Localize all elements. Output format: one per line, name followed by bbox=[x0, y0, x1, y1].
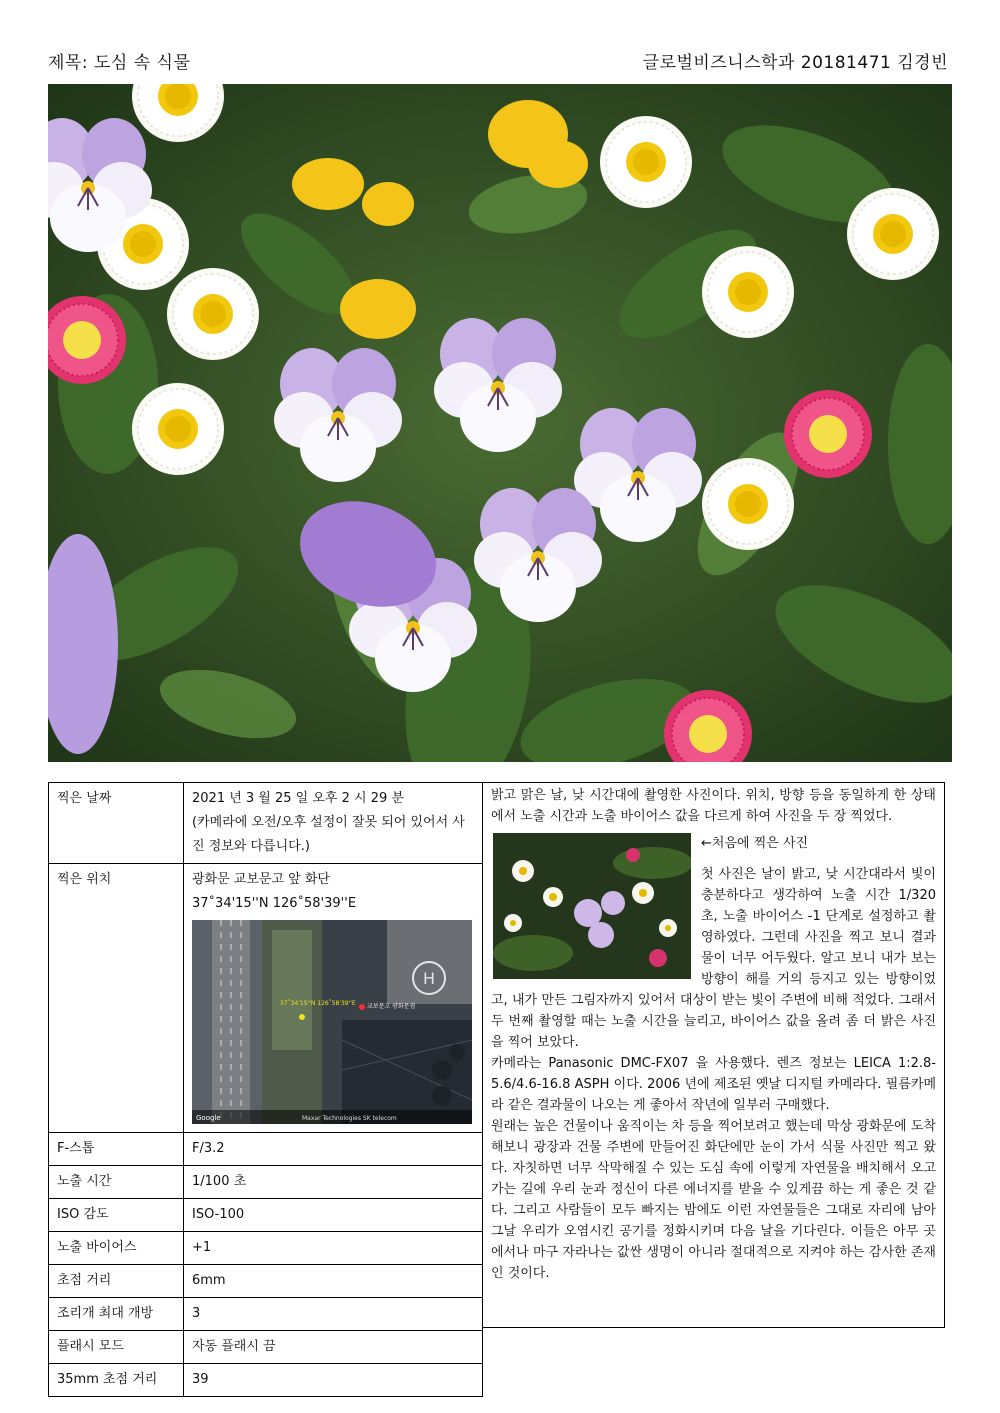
flower-photo-icon bbox=[48, 84, 952, 762]
exposure-bias-label: 노출 바이어스 bbox=[49, 1232, 184, 1265]
map-place-label: 교보문고 광화문점 bbox=[367, 1003, 416, 1010]
iso-label: ISO 감도 bbox=[49, 1199, 184, 1232]
table-row bbox=[49, 1232, 483, 1265]
table-row bbox=[49, 1166, 483, 1199]
essay-paragraph-2: 카메라는 Panasonic DMC-FX07 을 사용했다. 렌즈 정보는 LEICA 1:2.8-5.6/4.6-16.8 ASPH 이다. 2006 년에 제조된 옛날 디지털 카메라다. 필름카메라 같은 결과물이 나오는 게 좋아서 작년에 일부러 구매했다. bbox=[491, 1056, 936, 1113]
max-aperture-value: 3 bbox=[184, 1298, 483, 1331]
svg-text:H: H bbox=[422, 969, 436, 988]
table-row bbox=[49, 1364, 483, 1397]
exposure-time-value: 1/100 초 bbox=[184, 1166, 483, 1199]
thumbnail-caption: ←처음에 찍은 사진 bbox=[701, 836, 809, 851]
satellite-map bbox=[192, 920, 472, 1124]
table-row bbox=[49, 783, 483, 864]
table-row bbox=[49, 864, 483, 1133]
map-google-logo: Google bbox=[196, 1114, 221, 1122]
satellite-map-icon bbox=[192, 920, 472, 1124]
table-row bbox=[49, 1133, 483, 1166]
essay-paragraph-1: 첫 사진은 날이 밝고, 낮 시간대라서 빛이 충분하다고 생각하여 노출 시간 1/320 초, 노출 바이어스 -1 단계로 설정하고 촬영하였다. 그런데 사진을 찍고 보니 결과물이 너무 어두웠다. 알고 보니 내가 보는 방향이 해를 거의 등지고 있는 방향이었고, 내가 만든 그림자까지 있어서 대상이 받는 빛이 주변에 비해 적었다. 그래서 두 번째 촬영할 때는 노출 시간을 늘리고, 바이어스 값을 올려 좀 더 밝은 사진을 찍어 보았다. bbox=[491, 867, 936, 1050]
exposure-time-label: 노출 시간 bbox=[49, 1166, 184, 1199]
flower-photo bbox=[48, 84, 952, 762]
location-coords: 37˚34'15''N 126˚58'39''E bbox=[192, 896, 357, 911]
date-value: 2021 년 3 월 25 일 오후 2 시 29 분 bbox=[192, 791, 404, 806]
date-note: (카메라에 오전/오후 설정이 잘못 되어 있어서 사진 정보와 다릅니다.) bbox=[192, 815, 465, 854]
exposure-bias-value: +1 bbox=[184, 1232, 483, 1265]
map-marker-label: 37˚34'15''N 126˚58'39''E bbox=[280, 1000, 356, 1007]
date-cell bbox=[184, 783, 483, 864]
first-photo-thumbnail bbox=[493, 833, 691, 979]
table-row bbox=[49, 1265, 483, 1298]
essay-intro: 밝고 맑은 날, 낮 시간대에 촬영한 사진이다. 위치, 방향 등을 동일하게 한 상태에서 노출 시간과 노출 바이어스 값을 다르게 하여 사진을 두 장 찍었다. bbox=[491, 788, 936, 824]
focal-35mm-value: 39 bbox=[184, 1364, 483, 1397]
essay-column bbox=[483, 782, 945, 1328]
fstop-value: F/3.2 bbox=[184, 1133, 483, 1166]
max-aperture-label: 조리개 최대 개방 bbox=[49, 1298, 184, 1331]
map-attribution: Maxar Technologies SK telecom bbox=[302, 1115, 397, 1122]
table-row bbox=[49, 1199, 483, 1232]
focal-length-label: 초점 거리 bbox=[49, 1265, 184, 1298]
photo-info-table bbox=[48, 782, 483, 1397]
location-cell bbox=[184, 864, 483, 1133]
table-row bbox=[49, 1331, 483, 1364]
flash-mode-label: 플래시 모드 bbox=[49, 1331, 184, 1364]
fstop-label: F-스톱 bbox=[49, 1133, 184, 1166]
first-photo-icon bbox=[493, 833, 691, 979]
location-value: 광화문 교보문고 앞 화단 bbox=[192, 872, 330, 887]
flash-mode-value: 자동 플래시 끔 bbox=[184, 1331, 483, 1364]
document-title: 제목: 도심 속 식물 bbox=[48, 53, 191, 73]
essay-paragraph-3: 원래는 높은 건물이나 움직이는 차 등을 찍어보려고 했는데 막상 광화문에 도착해보니 광장과 건물 주변에 만들어진 화단에만 눈이 가서 식물 사진만 찍고 왔다. 자칫하면 너무 삭막해질 수 있는 도심 속에 이렇게 자연물을 배치해서 오고 가는 길에 우리 눈과 정신이 다른 에너지를 받을 수 있게끔 하는 게 좋은 것 같다. 그리고 사람들이 모두 빠지는 밤에도 이런 자연물들은 그대로 자리에 남아 그날 우리가 오염시킨 공기를 정화시키며 다음 날을 기다린다. 이들은 아무 곳에서나 마구 자라나는 값싼 생명이 아니라 절대적으로 지켜야 하는 감사한 존재인 것이다. bbox=[491, 1119, 936, 1281]
date-label: 찍은 날짜 bbox=[49, 783, 184, 864]
focal-length-value: 6mm bbox=[184, 1265, 483, 1298]
focal-35mm-label: 35mm 초점 거리 bbox=[49, 1364, 184, 1397]
iso-value: ISO-100 bbox=[184, 1199, 483, 1232]
table-row bbox=[49, 1298, 483, 1331]
location-label: 찍은 위치 bbox=[49, 864, 184, 1133]
author-line: 글로벌비즈니스학과 20181471 김경빈 bbox=[642, 53, 948, 73]
